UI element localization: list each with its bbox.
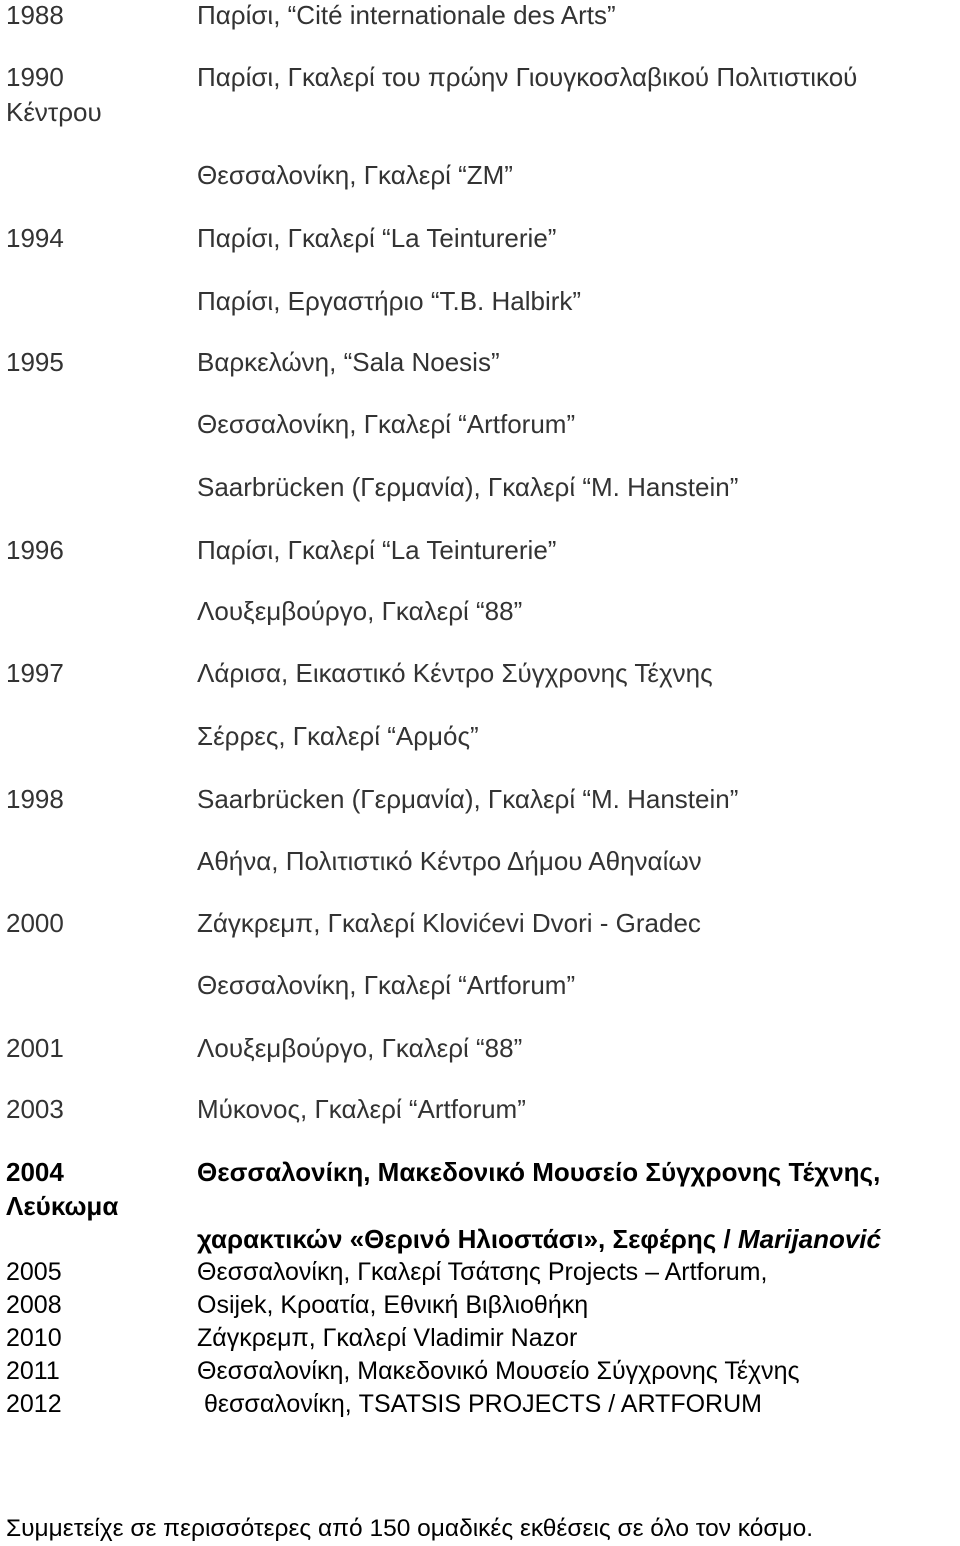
- exhibition-venue: Παρίσι, Γκαλερί “La Teinturerie”: [197, 535, 557, 565]
- year-2012: 2012: [6, 1390, 62, 1418]
- exhibition-venue: Παρίσι, Γκαλερί “La Teinturerie”: [197, 223, 557, 253]
- exhibition-venue: Μύκονος, Γκαλερί “Artforum”: [197, 1094, 526, 1124]
- year-1990: 1990: [6, 62, 64, 92]
- year-1994: 1994: [6, 223, 64, 253]
- exhibition-venue: Θεσσαλονίκη, Μακεδονικό Μουσείο Σύγχρονης Τέχνης: [197, 1357, 800, 1385]
- year-2001: 2001: [6, 1033, 64, 1063]
- exhibition-venue: Θεσσαλονίκη, Γκαλερί “Artforum”: [197, 409, 576, 439]
- year-2003: 2003: [6, 1094, 64, 1124]
- year-2008: 2008: [6, 1291, 62, 1319]
- album-label: Λεύκωμα: [6, 1191, 119, 1221]
- exhibition-venue: Saarbrücken (Γερμανία), Γκαλερί “M. Hanstein”: [197, 784, 739, 814]
- year-1997: 1997: [6, 658, 64, 688]
- exhibition-venue-continuation: Κέντρου: [6, 97, 102, 127]
- album-detail: [197, 1224, 881, 1254]
- year-1995: 1995: [6, 347, 64, 377]
- year-2000: 2000: [6, 908, 64, 938]
- year-2011: 2011: [6, 1357, 60, 1385]
- exhibition-venue: Λουξεμβούργο, Γκαλερί “88”: [197, 596, 523, 626]
- exhibition-venue: Σέρρες, Γκαλερί “Αρμός”: [197, 721, 479, 751]
- exhibition-venue: Θεσσαλονίκη, Μακεδονικό Μουσείο Σύγχρονης Τέχνης,: [197, 1157, 881, 1187]
- exhibition-venue: Ζάγκρεμπ, Γκαλερί Vladimir Nazor: [197, 1324, 578, 1352]
- year-2010: 2010: [6, 1324, 62, 1352]
- album-detail-artist: Marijanović: [737, 1224, 881, 1254]
- exhibition-venue: θεσσαλονίκη, TSATSIS PROJECTS / ARTFORUM: [197, 1390, 762, 1418]
- exhibition-venue: Παρίσι, Γκαλερί του πρώην Γιουγκοσλαβικού Πολιτιστικού: [197, 62, 858, 92]
- exhibition-venue: Θεσσαλονίκη, Γκαλερί “ZM”: [197, 160, 513, 190]
- exhibition-venue: Θεσσαλονίκη, Γκαλερί Τσάτσης Projects – Artforum,: [197, 1258, 768, 1286]
- exhibition-venue: Βαρκελώνη, “Sala Noesis”: [197, 347, 500, 377]
- album-detail-text: χαρακτικών «Θερινό Ηλιοστάσι», Σεφέρης /: [197, 1224, 738, 1254]
- exhibition-venue: Osijek, Κροατία, Εθνική Βιβλιοθήκη: [197, 1291, 589, 1319]
- year-1996: 1996: [6, 535, 64, 565]
- exhibition-venue: Παρίσι, “Cité internationale des Arts”: [197, 0, 616, 30]
- year-1998: 1998: [6, 784, 64, 814]
- group-exhibitions-summary: Συμμετείχε σε περισσότερες από 150 ομαδικές εκθέσεις σε όλο τον κόσμο.: [6, 1515, 814, 1542]
- exhibition-venue: Αθήνα, Πολιτιστικό Κέντρο Δήμου Αθηναίων: [197, 846, 702, 876]
- year-2004: 2004: [6, 1157, 64, 1187]
- exhibition-venue: Λουξεμβούργο, Γκαλερί “88”: [197, 1033, 523, 1063]
- year-1988: 1988: [6, 0, 64, 30]
- year-2005: 2005: [6, 1258, 62, 1286]
- exhibition-venue: Θεσσαλονίκη, Γκαλερί “Artforum”: [197, 970, 576, 1000]
- exhibition-venue: Παρίσι, Εργαστήριο “T.B. Halbirk”: [197, 286, 582, 316]
- exhibition-venue: Λάρισα, Εικαστικό Κέντρο Σύγχρονης Τέχνης: [197, 658, 713, 688]
- exhibition-venue: Saarbrücken (Γερμανία), Γκαλερί “M. Hanstein”: [197, 472, 739, 502]
- exhibition-venue: Ζάγκρεμπ, Γκαλερί Klovićevi Dvori - Gradec: [197, 908, 701, 938]
